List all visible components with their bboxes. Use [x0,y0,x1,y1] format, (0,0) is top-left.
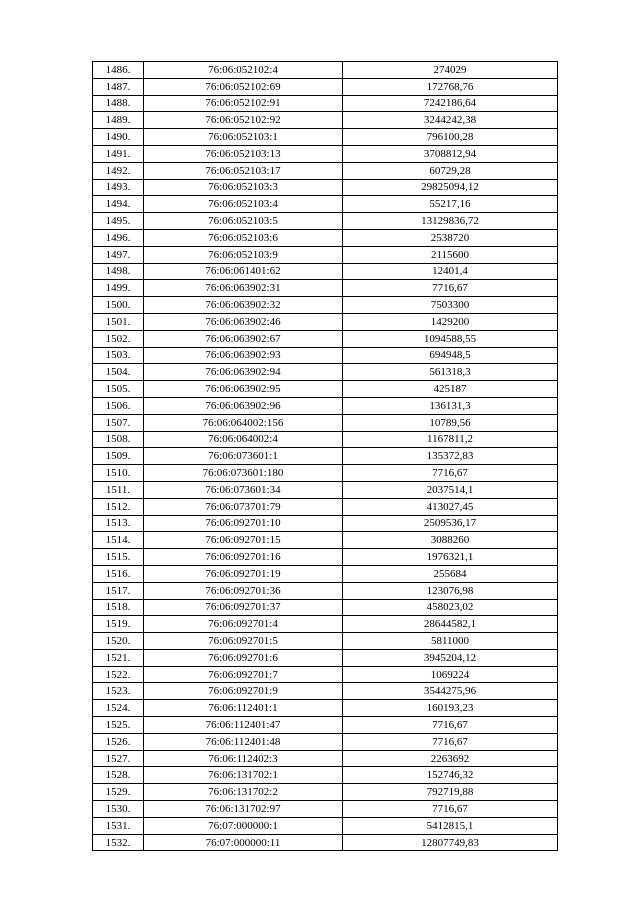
value-cell: 3244242,38 [343,112,558,129]
value-cell: 2115600 [343,246,558,263]
table-row [93,801,558,818]
cadastral-number-cell: 76:06:112401:48 [144,733,343,750]
cadastral-number-cell: 76:06:052102:4 [144,62,343,79]
table-row [93,784,558,801]
row-number-cell: 1505. [93,381,144,398]
cadastral-number-cell: 76:06:073601:34 [144,481,343,498]
table-row [93,381,558,398]
cadastral-number-cell: 76:06:092701:6 [144,649,343,666]
cadastral-number-cell: 76:06:052103:6 [144,229,343,246]
table-row [93,196,558,213]
table-row [93,229,558,246]
row-number-cell: 1515. [93,549,144,566]
table-row [93,162,558,179]
cadastral-number-cell: 76:06:073601:1 [144,448,343,465]
row-number-cell: 1526. [93,733,144,750]
value-cell: 123076,98 [343,582,558,599]
cadastral-number-cell: 76:06:063902:93 [144,347,343,364]
cadastral-number-cell: 76:06:112401:1 [144,700,343,717]
row-number-cell: 1491. [93,145,144,162]
cadastral-number-cell: 76:06:092701:15 [144,532,343,549]
table-row [93,633,558,650]
value-cell: 413027,45 [343,498,558,515]
row-number-cell: 1531. [93,817,144,834]
row-number-cell: 1506. [93,397,144,414]
cadastral-number-cell: 76:06:052102:92 [144,112,343,129]
row-number-cell: 1497. [93,246,144,263]
row-number-cell: 1525. [93,717,144,734]
cadastral-number-cell: 76:06:092701:19 [144,565,343,582]
value-cell: 3708812,94 [343,145,558,162]
cadastral-number-cell: 76:06:112401:47 [144,717,343,734]
value-cell: 7503300 [343,297,558,314]
cadastral-number-cell: 76:06:131702:97 [144,801,343,818]
cadastral-value-table [92,61,558,851]
row-number-cell: 1487. [93,78,144,95]
value-cell: 274029 [343,62,558,79]
value-cell: 1094588,55 [343,330,558,347]
value-cell: 7716,67 [343,717,558,734]
row-number-cell: 1528. [93,767,144,784]
row-number-cell: 1503. [93,347,144,364]
row-number-cell: 1507. [93,414,144,431]
value-cell: 1069224 [343,666,558,683]
value-cell: 12807749,83 [343,834,558,851]
cadastral-number-cell: 76:06:063902:96 [144,397,343,414]
cadastral-number-cell: 76:06:063902:95 [144,381,343,398]
row-number-cell: 1520. [93,633,144,650]
value-cell: 7242186,64 [343,95,558,112]
table-row [93,414,558,431]
row-number-cell: 1488. [93,95,144,112]
value-cell: 7716,67 [343,801,558,818]
value-cell: 2538720 [343,229,558,246]
value-cell: 1976321,1 [343,549,558,566]
table-row [93,62,558,79]
value-cell: 60729,28 [343,162,558,179]
row-number-cell: 1511. [93,481,144,498]
cadastral-number-cell: 76:06:061401:62 [144,263,343,280]
value-cell: 172768,76 [343,78,558,95]
table-row [93,112,558,129]
value-cell: 5811000 [343,633,558,650]
cadastral-number-cell: 76:06:092701:36 [144,582,343,599]
value-cell: 5412815,1 [343,817,558,834]
table-row [93,448,558,465]
table-row [93,532,558,549]
table-row [93,263,558,280]
row-number-cell: 1529. [93,784,144,801]
table-row [93,347,558,364]
table-row [93,95,558,112]
value-cell: 29825094,12 [343,179,558,196]
cadastral-number-cell: 76:06:052103:1 [144,129,343,146]
row-number-cell: 1498. [93,263,144,280]
value-cell: 136131,3 [343,397,558,414]
table-row [93,129,558,146]
cadastral-number-cell: 76:06:063902:67 [144,330,343,347]
cadastral-number-cell: 76:06:052103:9 [144,246,343,263]
table-row [93,565,558,582]
cadastral-number-cell: 76:06:064002:4 [144,431,343,448]
row-number-cell: 1513. [93,515,144,532]
cadastral-number-cell: 76:07:000000:11 [144,834,343,851]
value-cell: 135372,83 [343,448,558,465]
cadastral-number-cell: 76:06:092701:9 [144,683,343,700]
value-cell: 792719,88 [343,784,558,801]
value-cell: 2263692 [343,750,558,767]
table-row [93,683,558,700]
table-row [93,330,558,347]
cadastral-number-cell: 76:07:000000:1 [144,817,343,834]
cadastral-number-cell: 76:06:131702:2 [144,784,343,801]
cadastral-number-cell: 76:06:092701:5 [144,633,343,650]
value-cell: 458023,02 [343,599,558,616]
table-row [93,297,558,314]
cadastral-number-cell: 76:06:052103:4 [144,196,343,213]
row-number-cell: 1524. [93,700,144,717]
row-number-cell: 1502. [93,330,144,347]
row-number-cell: 1509. [93,448,144,465]
row-number-cell: 1510. [93,465,144,482]
row-number-cell: 1494. [93,196,144,213]
table-row [93,145,558,162]
row-number-cell: 1499. [93,280,144,297]
table-row [93,78,558,95]
value-cell: 13129836,72 [343,213,558,230]
cadastral-number-cell: 76:06:063902:31 [144,280,343,297]
cadastral-number-cell: 76:06:052103:5 [144,213,343,230]
value-cell: 796100,28 [343,129,558,146]
row-number-cell: 1521. [93,649,144,666]
cadastral-number-cell: 76:06:073601:180 [144,465,343,482]
table-row [93,280,558,297]
value-cell: 2509536,17 [343,515,558,532]
value-cell: 3945204,12 [343,649,558,666]
row-number-cell: 1493. [93,179,144,196]
table-row [93,364,558,381]
table-row [93,582,558,599]
cadastral-number-cell: 76:06:052103:3 [144,179,343,196]
table-row [93,213,558,230]
value-cell: 3544275,96 [343,683,558,700]
cadastral-number-cell: 76:06:092701:7 [144,666,343,683]
row-number-cell: 1527. [93,750,144,767]
cadastral-number-cell: 76:06:052103:17 [144,162,343,179]
cadastral-number-cell: 76:06:092701:16 [144,549,343,566]
row-number-cell: 1518. [93,599,144,616]
row-number-cell: 1501. [93,313,144,330]
table-row [93,515,558,532]
cadastral-number-cell: 76:06:063902:94 [144,364,343,381]
row-number-cell: 1504. [93,364,144,381]
table-row [93,465,558,482]
table-row [93,649,558,666]
value-cell: 7716,67 [343,280,558,297]
table-row [93,834,558,851]
value-cell: 2037514,1 [343,481,558,498]
row-number-cell: 1508. [93,431,144,448]
value-cell: 55217,16 [343,196,558,213]
table-row [93,397,558,414]
value-cell: 160193,23 [343,700,558,717]
table-row [93,666,558,683]
cadastral-number-cell: 76:06:112402:3 [144,750,343,767]
cadastral-number-cell: 76:06:092701:4 [144,616,343,633]
row-number-cell: 1530. [93,801,144,818]
row-number-cell: 1489. [93,112,144,129]
row-number-cell: 1522. [93,666,144,683]
table-row [93,750,558,767]
table-row [93,246,558,263]
cadastral-number-cell: 76:06:063902:32 [144,297,343,314]
row-number-cell: 1517. [93,582,144,599]
table-row [93,599,558,616]
table-row [93,717,558,734]
cadastral-number-cell: 76:06:052102:91 [144,95,343,112]
table-row [93,616,558,633]
table-row [93,179,558,196]
row-number-cell: 1496. [93,229,144,246]
value-cell: 425187 [343,381,558,398]
value-cell: 12401,4 [343,263,558,280]
value-cell: 3088260 [343,532,558,549]
table-row [93,431,558,448]
cadastral-number-cell: 76:06:092701:37 [144,599,343,616]
value-cell: 1429200 [343,313,558,330]
value-cell: 255684 [343,565,558,582]
table-row [93,498,558,515]
table-row [93,313,558,330]
table-row [93,817,558,834]
row-number-cell: 1514. [93,532,144,549]
value-cell: 7716,67 [343,465,558,482]
row-number-cell: 1492. [93,162,144,179]
value-cell: 28644582,1 [343,616,558,633]
value-cell: 694948,5 [343,347,558,364]
cadastral-number-cell: 76:06:064002:156 [144,414,343,431]
value-cell: 10789,56 [343,414,558,431]
table-row [93,481,558,498]
row-number-cell: 1490. [93,129,144,146]
cadastral-number-cell: 76:06:131702:1 [144,767,343,784]
cadastral-number-cell: 76:06:073701:79 [144,498,343,515]
table-row [93,767,558,784]
cadastral-number-cell: 76:06:052102:69 [144,78,343,95]
table-row [93,733,558,750]
table-body [93,62,558,851]
cadastral-number-cell: 76:06:063902:46 [144,313,343,330]
table-row [93,700,558,717]
row-number-cell: 1495. [93,213,144,230]
row-number-cell: 1512. [93,498,144,515]
value-cell: 561318,3 [343,364,558,381]
value-cell: 152746,32 [343,767,558,784]
row-number-cell: 1516. [93,565,144,582]
value-cell: 7716,67 [343,733,558,750]
row-number-cell: 1500. [93,297,144,314]
cadastral-number-cell: 76:06:092701:10 [144,515,343,532]
row-number-cell: 1532. [93,834,144,851]
row-number-cell: 1523. [93,683,144,700]
cadastral-number-cell: 76:06:052103:13 [144,145,343,162]
row-number-cell: 1519. [93,616,144,633]
row-number-cell: 1486. [93,62,144,79]
value-cell: 1167811,2 [343,431,558,448]
table-row [93,549,558,566]
